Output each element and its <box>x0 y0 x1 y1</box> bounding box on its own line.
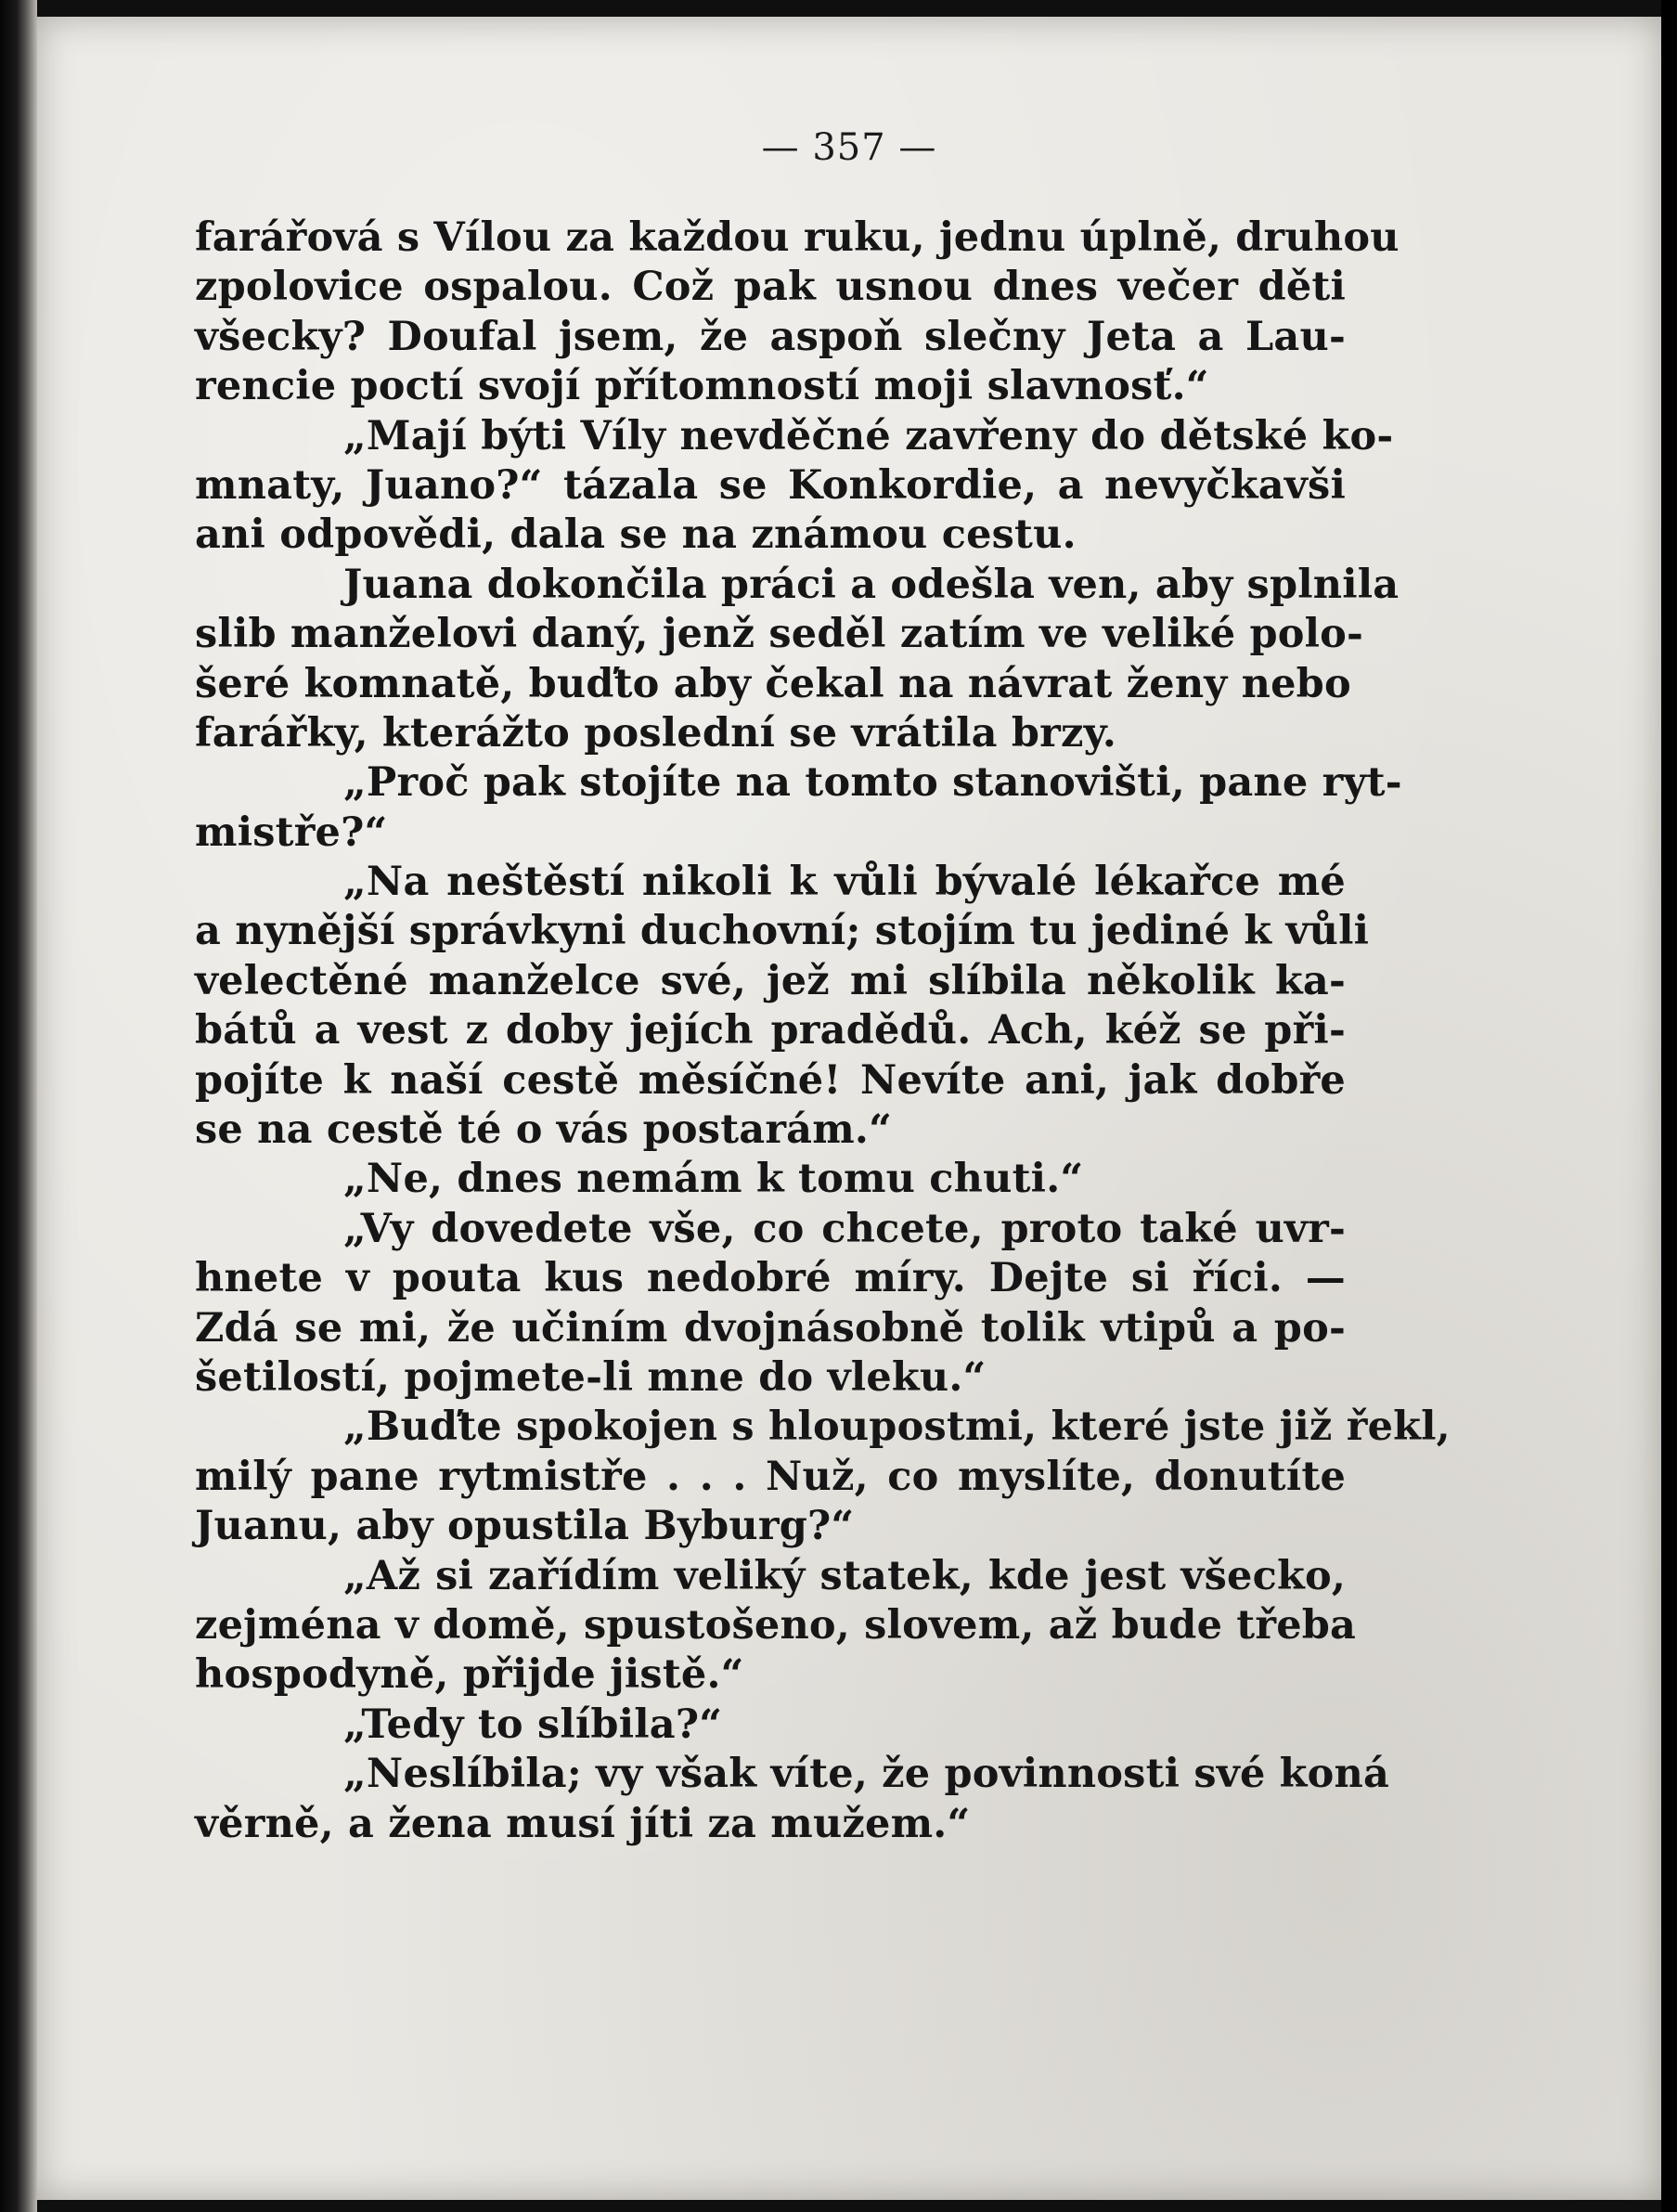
text-line: „Až si zařídím veliký statek, kde jest všecko, <box>343 1552 1346 1599</box>
text-line: všecky? Doufal jsem, že aspoň slečny Jeta a Lau- <box>195 313 1346 360</box>
text-line: Juanu, aby opustila Byburg?“ <box>195 1503 855 1550</box>
text-line: rencie poctí svojí přítomností moji slavnosť.“ <box>195 363 1209 410</box>
book-gutter-shadow <box>0 0 37 2212</box>
text-line: věrně, a žena musí jíti za mužem.“ <box>195 1800 971 1847</box>
text-line: se na cestě té o vás postarám.“ <box>195 1106 893 1154</box>
text-line: „Mají býti Víly nevděčné zavřeny do dětské ko- <box>343 412 1394 459</box>
text-line: šeré komnatě, buďto aby čekal na návrat ženy nebo <box>195 660 1351 707</box>
text-line: farářová s Vílou za každou ruku, jednu úplně, druhou <box>195 214 1400 261</box>
text-line: farářky, kterážto poslední se vrátila brzy. <box>195 709 1117 757</box>
page-number: — 357 — <box>761 126 937 169</box>
text-line: milý pane rytmistře . . . Nuž, co myslíte, donutíte <box>195 1453 1346 1500</box>
text-line: ani odpovědi, dala se na známou cestu. <box>195 511 1077 559</box>
text-line: slib manželovi daný, jenž seděl zatím ve veliké polo- <box>195 611 1364 658</box>
text-line: zpolovice ospalou. Což pak usnou dnes večer děti <box>195 264 1346 311</box>
text-line: velectěné manželce své, jež mi slíbila několik ka- <box>195 957 1346 1004</box>
text-line: „Vy dovedete vše, co chcete, proto také uvr- <box>343 1205 1346 1252</box>
text-line: „Neslíbila; vy však víte, že povinnosti své koná <box>343 1751 1390 1798</box>
text-line: „Tedy to slíbila?“ <box>343 1701 723 1748</box>
text-line: pojíte k naší cestě měsíčné! Nevíte ani, jak dobře <box>195 1056 1346 1104</box>
text-line: mnaty, Juano?“ tázala se Konkordie, a nevyčkavši <box>195 461 1346 509</box>
text-line: „Na neštěstí nikoli k vůli bývalé lékařce mé <box>343 859 1346 906</box>
text-line: „Proč pak stojíte na tomto stanovišti, pane ryt- <box>343 759 1402 807</box>
text-line: zejména v domě, spustošeno, slovem, až bude třeba <box>195 1601 1357 1649</box>
text-line: hnete v pouta kus nedobré míry. Dejte si říci. — <box>195 1255 1346 1302</box>
text-line: „Buďte spokojen s hloupostmi, které jste již řekl, <box>343 1404 1451 1451</box>
body-text <box>195 213 1451 1849</box>
text-line: mistře?“ <box>195 808 388 856</box>
text-line: hospodyně, přijde jistě.“ <box>195 1651 744 1699</box>
text-line: šetilostí, pojmete-li mne do vleku.“ <box>195 1353 987 1401</box>
text-line: Juana dokončila práci a odešla ven, aby splnila <box>343 561 1400 608</box>
text-line: „Ne, dnes nemám k tomu chuti.“ <box>343 1156 1084 1203</box>
text-line: a nynější správkyni duchovní; stojím tu jediné k vůli <box>195 908 1370 955</box>
scan-edge <box>1661 0 1677 2212</box>
text-line: bátů a vest z doby jejích pradědů. Ach, kéž se při- <box>195 1007 1346 1054</box>
text-line: Zdá se mi, že učiním dvojnásobně tolik vtipů a po- <box>195 1304 1346 1352</box>
